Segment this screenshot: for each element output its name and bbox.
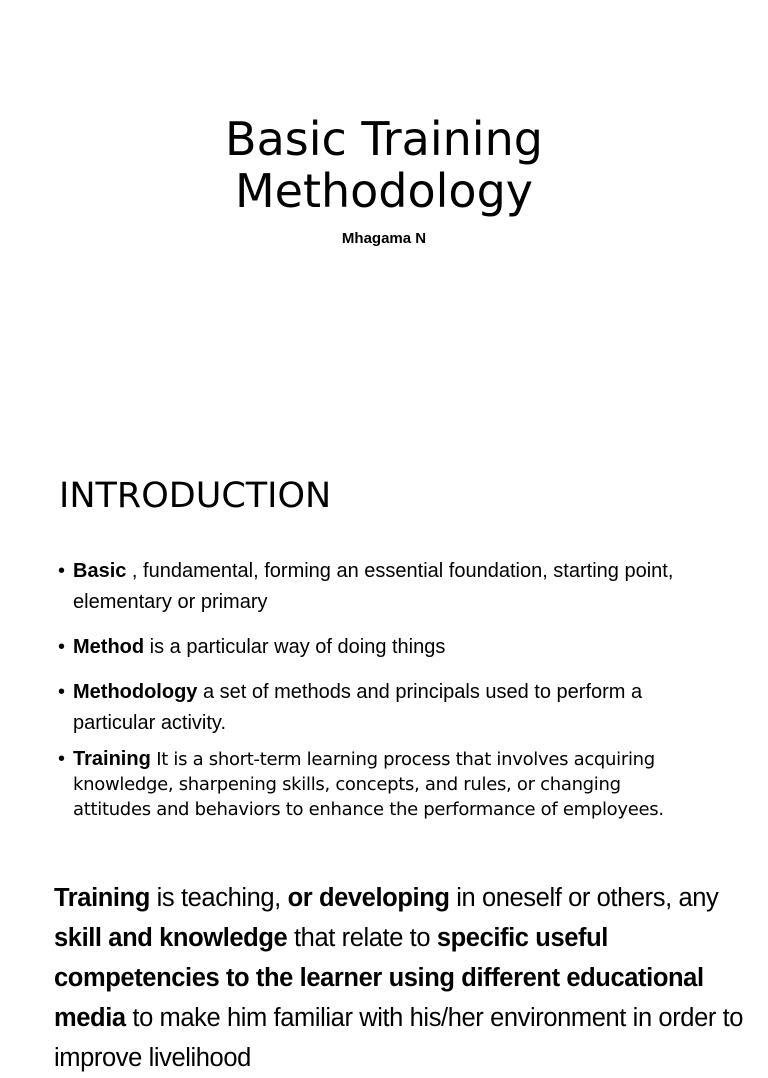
definition-list bbox=[58, 556, 698, 822]
section-heading: INTRODUCTION bbox=[59, 476, 332, 516]
bullet-term: Training bbox=[73, 748, 151, 770]
introduction-slide bbox=[0, 440, 768, 1072]
list-item bbox=[58, 556, 698, 618]
slide-title bbox=[0, 113, 768, 217]
paragraph-bold-term: or developing bbox=[287, 884, 450, 912]
bullet-text: It is a short-term learning process that involves acquiring knowledge, sharpening skills, concepts, and rules, or changing attitudes and behaviors to enhance the performance of employees. bbox=[73, 749, 664, 820]
paragraph-text: in oneself or others, any bbox=[449, 884, 719, 912]
bullet-text: , fundamental, forming an essential foundation, starting point, elementary or primary bbox=[73, 560, 674, 613]
bullet-term: Basic bbox=[73, 560, 127, 582]
paragraph-bold-term: skill and knowledge bbox=[54, 924, 288, 952]
bullet-text: is a particular way of doing things bbox=[144, 636, 446, 658]
paragraph-text: to make him familiar with his/her environment in order to improve livelihood bbox=[54, 1004, 744, 1072]
paragraph-bold-term: Training bbox=[54, 884, 150, 912]
slide-title-line1: Basic Training bbox=[225, 112, 543, 166]
training-definition-paragraph bbox=[54, 878, 754, 1078]
slide-title-line2: Methodology bbox=[234, 164, 533, 218]
bullet-term: Method bbox=[73, 636, 145, 658]
paragraph-bold-term: specific useful competencies to the learner using different educational media bbox=[54, 924, 704, 1032]
list-item bbox=[58, 747, 698, 822]
paragraph-text: that relate to bbox=[287, 924, 437, 952]
bullet-text: a set of methods and principals used to perform a particular activity. bbox=[73, 681, 643, 734]
list-item bbox=[58, 632, 698, 663]
paragraph-text: is teaching, bbox=[149, 884, 288, 912]
bullet-term: Methodology bbox=[73, 681, 198, 703]
list-item bbox=[58, 677, 698, 739]
slide-subtitle: Mhagama N bbox=[341, 230, 427, 247]
title-slide bbox=[0, 0, 768, 440]
